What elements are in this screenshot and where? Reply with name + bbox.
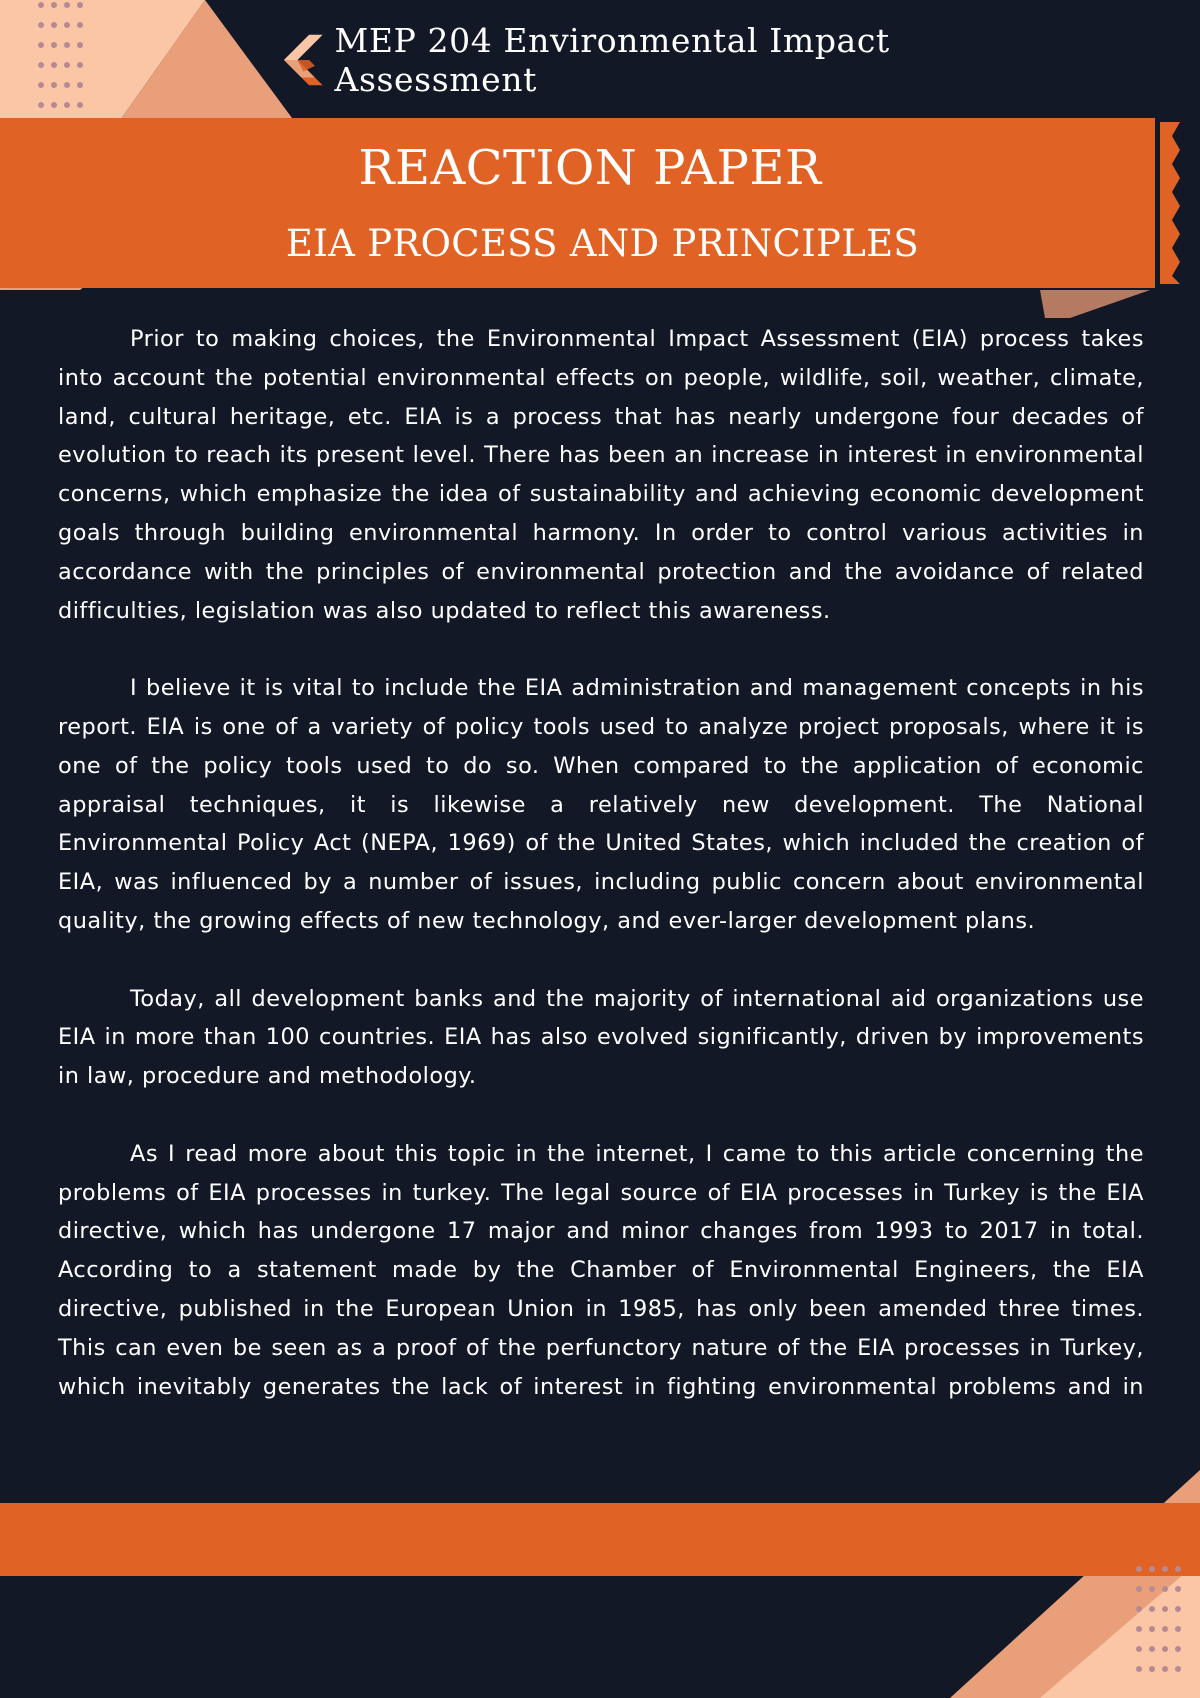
paragraph: As I read more about this topic in the internet, I came to this article concerning the problems of EIA processes in turkey. The legal source of EIA processes in Turkey is the EIA directive, which has undergone 17 major and minor changes from 1993 to 2017 in total. According to a statement made by the Chamber of Environmental Engineers, the EIA directive, published in the European Union in 1985, has only been amended three times. This can even be seen as a proof of the perfunctory nature of the EIA processes in Turkey, which inevitably generates the lack of interest in fighting environmental problems and in [58, 1140, 1144, 1400]
course-title: MEP 204 Environmental Impact Assessment [334, 21, 890, 99]
body-text [58, 320, 1144, 1445]
paragraph: Today, all development banks and the majority of international aid organizations use EIA in more than 100 countries. EIA has also evolved significantly, driven by improvements in law, procedure and methodology. [58, 985, 1144, 1090]
bottom-right-dot-pattern [1136, 1566, 1188, 1680]
page-title: REACTION PAPER [358, 140, 822, 196]
paragraph: Prior to making choices, the Environmental Impact Assessment (EIA) process takes into account the potential environmental effects on people, wildlife, soil, weather, climate, land, cultural heritage, etc. EIA is a process that has nearly undergone four decades of evolution to reach its present level. There has been an increase in interest in environmental concerns, which emphasize the idea of sustainability and achieving economic development goals through building environmental harmony. In order to control various activities in accordance with the principles of environmental protection and the avoidance of related difficulties, legislation was also updated to reflect this awareness. [58, 326, 1144, 624]
paragraph: I believe it is vital to include the EIA administration and management concepts in his report. EIA is one of a variety of policy tools used to analyze project proposals, where it is one of the policy tools used to do so. When compared to the application of economic appraisal techniques, it is likewise a relatively new development. The National Environmental Policy Act (NEPA, 1969) of the United States, which included the creation of EIA, was influenced by a number of issues, including public concern about environmental quality, the growing effects of new technology, and ever-larger development plans. [58, 675, 1144, 934]
course-header [280, 21, 1080, 99]
page-subtitle: EIA PROCESS AND PRINCIPLES [285, 222, 920, 265]
top-left-dot-pattern [38, 2, 90, 136]
chevron-logo-icon [280, 32, 327, 88]
bottom-accent-bar [0, 1503, 1200, 1576]
